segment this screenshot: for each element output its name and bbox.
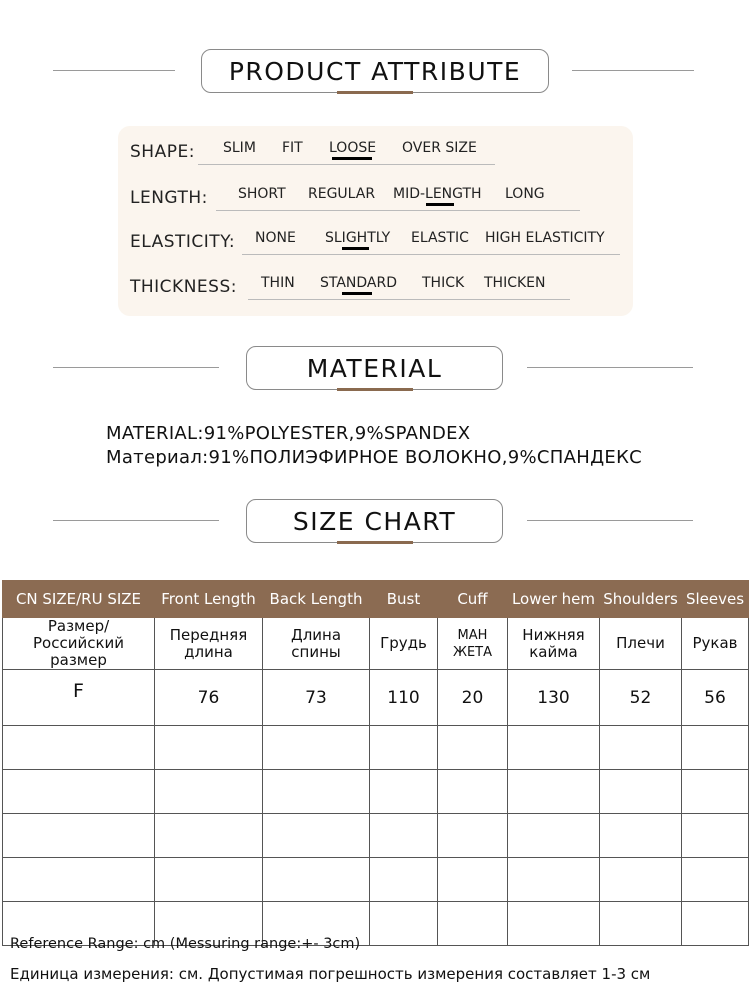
cell-size: F	[3, 670, 155, 726]
length-label: LENGTH:	[130, 188, 208, 208]
empty-table-row	[3, 814, 749, 858]
header-row	[3, 581, 749, 618]
heading-accent-bar	[337, 388, 413, 391]
empty-cell	[3, 726, 155, 770]
empty-cell	[438, 770, 508, 814]
empty-table-row	[3, 770, 749, 814]
ru-header-row	[3, 618, 749, 670]
material-ru-value: 91%ПОЛИЭФИРНОЕ ВОЛОКНО,9%СПАНДЕКС	[208, 447, 643, 468]
elasticity-option-high-elasticity: HIGH ELASTICITY	[485, 230, 605, 246]
empty-cell	[438, 902, 508, 946]
empty-cell	[438, 858, 508, 902]
length-option-long: LONG	[505, 186, 545, 202]
divider-line-left	[53, 70, 175, 71]
header-lower-hem: Lower hem	[508, 581, 600, 618]
empty-cell	[600, 858, 682, 902]
divider-line-left	[53, 367, 219, 368]
empty-cell	[263, 770, 370, 814]
ru-header-line: длина	[184, 642, 233, 661]
shape-option-over-size: OVER SIZE	[402, 140, 477, 156]
shape-label: SHAPE:	[130, 142, 195, 162]
material-en-label: MATERIAL:	[106, 423, 204, 444]
empty-cell	[600, 814, 682, 858]
empty-cell	[682, 814, 749, 858]
ru-header-line: размер	[50, 651, 107, 669]
elasticity-underline	[242, 254, 620, 255]
empty-cell	[600, 902, 682, 946]
divider-line-left	[53, 520, 219, 521]
elasticity-label: ELASTICITY:	[130, 232, 236, 252]
thickness-option-standard: STANDARD	[320, 275, 398, 291]
header-cuff: Cuff	[438, 581, 508, 618]
ru-header-sleeves	[682, 618, 749, 670]
thickness-option-thicken: THICKEN	[484, 275, 546, 291]
table-row	[3, 670, 749, 726]
cell-lower-hem: 130	[508, 670, 600, 726]
length-underline	[216, 210, 580, 211]
material-ru-line	[106, 447, 642, 468]
empty-cell	[682, 770, 749, 814]
empty-cell	[155, 858, 263, 902]
material-en-line	[106, 423, 470, 444]
ru-header-bust	[370, 618, 438, 670]
cell-back-length: 73	[263, 670, 370, 726]
empty-cell	[370, 902, 438, 946]
empty-cell	[3, 858, 155, 902]
empty-cell	[263, 858, 370, 902]
empty-cell	[508, 814, 600, 858]
ru-header-cuff	[438, 618, 508, 670]
ru-header-line: МАН	[457, 627, 488, 643]
material-ru-label: Материал:	[106, 447, 209, 468]
empty-cell	[155, 814, 263, 858]
empty-cell	[600, 770, 682, 814]
thickness-underline	[248, 299, 570, 300]
length-selected-marker	[426, 203, 454, 206]
product-attribute-heading	[201, 49, 549, 93]
empty-cell	[600, 726, 682, 770]
cell-cuff: 20	[438, 670, 508, 726]
empty-cell	[263, 814, 370, 858]
shape-selected-marker	[332, 157, 372, 160]
header-front-length: Front Length	[155, 581, 263, 618]
material-heading	[246, 346, 503, 390]
empty-cell	[438, 814, 508, 858]
empty-cell	[682, 858, 749, 902]
length-option-mid-length: MID-LENGTH	[393, 186, 482, 202]
empty-table-row	[3, 726, 749, 770]
cell-sleeves: 56	[682, 670, 749, 726]
empty-cell	[370, 858, 438, 902]
divider-line-right	[527, 520, 693, 521]
empty-cell	[682, 902, 749, 946]
ru-header-line: Нижняя	[522, 625, 585, 644]
empty-cell	[682, 726, 749, 770]
size-chart-title: SIZE CHART	[292, 506, 457, 536]
elasticity-option-none: NONE	[255, 230, 296, 246]
size-chart-table	[2, 580, 749, 946]
ru-header-line: спины	[291, 642, 341, 661]
empty-cell	[155, 726, 263, 770]
thickness-option-thick: THICK	[422, 275, 465, 291]
ru-header-line: Размер/Российский	[32, 617, 125, 652]
ru-header-line: кайма	[529, 642, 578, 661]
ru-header-line: ЖЕТА	[452, 644, 493, 660]
header-back-length: Back Length	[263, 581, 370, 618]
shape-underline	[198, 164, 495, 165]
ru-header-line: Длина	[290, 625, 342, 644]
ru-header-line: Плечи	[616, 634, 665, 652]
cell-front-length: 76	[155, 670, 263, 726]
shape-option-fit: FIT	[282, 140, 303, 156]
empty-cell	[438, 726, 508, 770]
heading-accent-bar	[337, 541, 413, 544]
empty-cell	[155, 770, 263, 814]
empty-cell	[370, 770, 438, 814]
cell-bust: 110	[370, 670, 438, 726]
ru-measurement-note: Единица измерения: см. Допустимая погрешность измерения составляет 1-3 см	[10, 965, 651, 983]
empty-cell	[508, 902, 600, 946]
product-attribute-title: PRODUCT ATTRIBUTE	[228, 56, 522, 86]
empty-cell	[370, 814, 438, 858]
empty-cell	[508, 770, 600, 814]
length-option-short: SHORT	[238, 186, 286, 202]
cell-shoulders: 52	[600, 670, 682, 726]
thickness-option-thin: THIN	[261, 275, 295, 291]
size-chart-heading	[246, 499, 503, 543]
shape-option-slim: SLIM	[223, 140, 256, 156]
empty-table-row	[3, 858, 749, 902]
shape-option-loose: LOOSE	[329, 140, 377, 156]
elasticity-option-elastic: ELASTIC	[411, 230, 469, 246]
reference-range-note: Reference Range: cm (Messuring range:+- 3cm)	[10, 936, 361, 952]
thickness-label: THICKNESS:	[130, 277, 237, 297]
thickness-selected-marker	[342, 292, 372, 295]
empty-cell	[508, 726, 600, 770]
empty-cell	[370, 726, 438, 770]
material-title: MATERIAL	[306, 353, 443, 383]
ru-header-lower-hem	[508, 618, 600, 670]
empty-cell	[3, 770, 155, 814]
ru-header-line: Грудь	[380, 634, 427, 652]
ru-header-front-length	[155, 618, 263, 670]
ru-header-shoulders	[600, 618, 682, 670]
empty-cell	[508, 858, 600, 902]
empty-cell	[263, 726, 370, 770]
heading-accent-bar	[337, 91, 413, 94]
material-en-value: 91%POLYESTER,9%SPANDEX	[203, 423, 471, 444]
empty-cell	[3, 814, 155, 858]
ru-header-back-length	[263, 618, 370, 670]
length-option-regular: REGULAR	[308, 186, 376, 202]
ru-header-line: Рукав	[692, 634, 738, 652]
elasticity-selected-marker	[342, 247, 369, 250]
divider-line-right	[572, 70, 694, 71]
ru-header-size	[3, 618, 155, 670]
header-bust: Bust	[370, 581, 438, 618]
header-sleeves: Sleeves	[682, 581, 749, 618]
ru-header-line: Передняя	[169, 625, 248, 644]
header-cn-size: CN SIZE/RU SIZE	[3, 581, 155, 618]
divider-line-right	[527, 367, 693, 368]
header-shoulders: Shoulders	[600, 581, 682, 618]
elasticity-option-slightly: SLIGHTLY	[325, 230, 391, 246]
